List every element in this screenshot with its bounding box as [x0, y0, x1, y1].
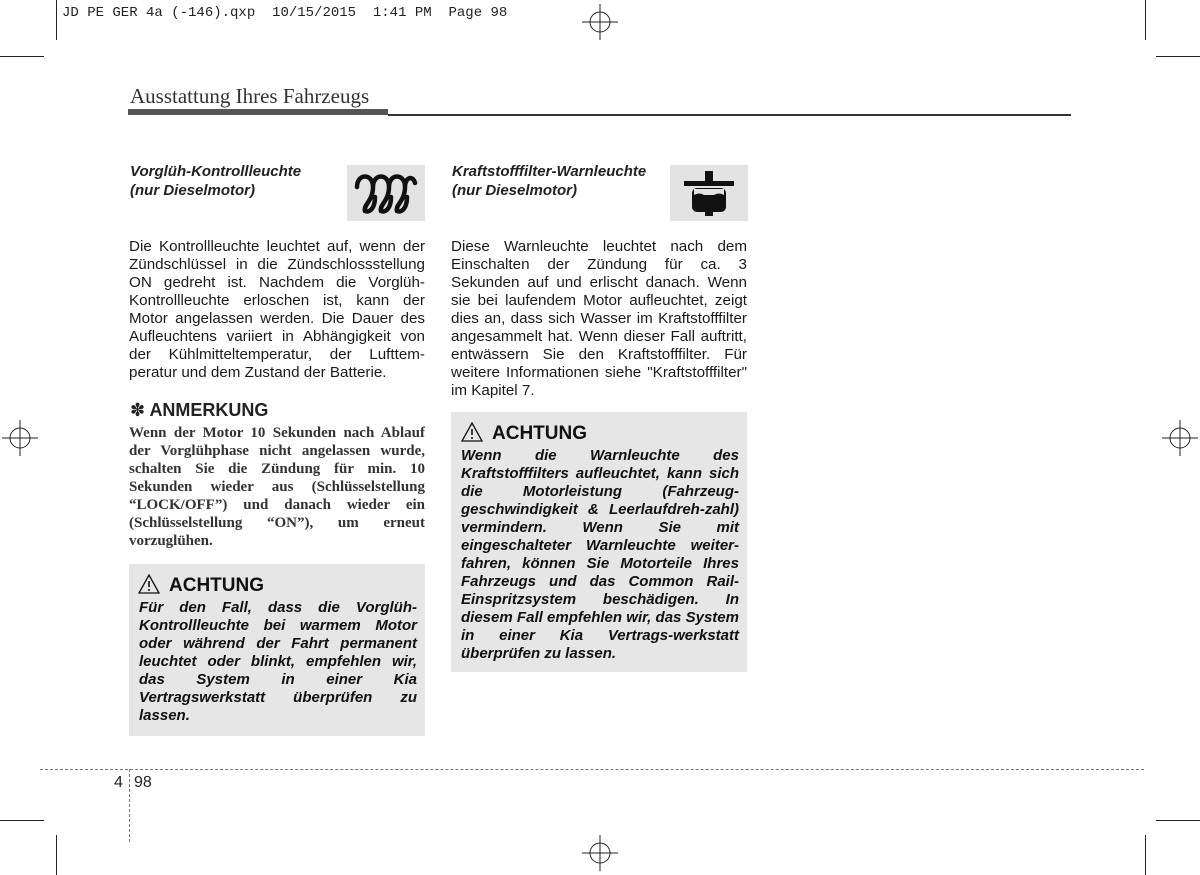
glow-plug-icon — [347, 165, 425, 221]
crop-mark — [1156, 56, 1200, 57]
warning-triangle-icon — [461, 422, 483, 442]
section-title-rule — [128, 109, 388, 115]
note-heading — [130, 400, 268, 421]
crop-mark — [56, 0, 57, 40]
note-symbol-icon: ✽ — [130, 400, 146, 420]
registration-mark-icon — [1162, 420, 1198, 456]
registration-mark-icon — [582, 835, 618, 871]
glow-lamp-icon-box — [347, 165, 425, 221]
fuel-filter-icon-box — [670, 165, 748, 221]
print-time: 1:41 PM — [372, 5, 432, 21]
crop-mark — [56, 835, 57, 875]
note-title: ANMERKUNG — [149, 400, 269, 420]
crop-mark — [1156, 820, 1200, 821]
section-title: Ausstattung Ihres Fahrzeugs — [130, 84, 370, 108]
chapter-number: 4 — [114, 774, 123, 791]
footer-divider — [129, 769, 130, 842]
section-title-rule-thin — [388, 114, 1071, 116]
print-file-name: JD PE GER 4a (-146).qxp — [62, 5, 256, 21]
page-number: 98 — [134, 774, 152, 791]
registration-mark-icon — [582, 4, 618, 40]
crop-mark — [1145, 835, 1146, 875]
note-text: Wenn der Motor 10 Sekunden nach Ablauf der Vorglühphase nicht angelassen wurde, schalten Sie die Zündung für min. 10 Sekunden wieder aus (Schlüsselstellung “LOCK/OFF”) und danach wieder ein (Schlüsselstellung “ON”), um erneut vorzuglühen. — [129, 425, 425, 549]
crop-mark — [1145, 0, 1146, 40]
fuel-filter-paragraph: Diese Warnleuchte leuchtet nach dem Einschalten der Zündung für ca. 3 Sekunden auf und erlischt danach. Wenn sie bei laufendem Motor aufleuchtet, zeigt dies an, dass sich Wasser im Kraftstofffilter angesammelt hat. Wenn dieser Fall auftritt, entwässern Sie den Kraftstofffilter. Für weitere Informationen siehe "Kraftstofffilter" im Kapitel 7. — [451, 238, 747, 399]
print-job-header — [62, 5, 507, 21]
caution-box-right — [451, 412, 747, 672]
crop-mark — [0, 56, 44, 57]
glow-lamp-heading-line2: (nur Dieselmotor) — [130, 182, 256, 199]
crop-mark — [0, 820, 44, 821]
caution-title-left: ACHTUNG — [169, 575, 264, 596]
caution-text-left: Für den Fall, dass die Vorglüh-Kontrollleuchte bei warmem Motor oder während der Fahrt permanent leuchtet oder blinkt, empfehlen wir, das System in einer Kia Vertragswerkstatt überprüfen zu lassen. — [139, 599, 417, 724]
glow-lamp-heading-line1: Vorglüh-Kontrollleuchte — [130, 163, 302, 180]
footer-rule — [40, 769, 1144, 770]
fuel-filter-heading — [452, 162, 672, 200]
fuel-filter-icon — [670, 165, 748, 221]
warning-triangle-icon — [138, 574, 160, 594]
caution-text-right: Wenn die Warnleuchte des Kraftstofffilters aufleuchtet, kann sich die Motorleistung (Fahrzeug-geschwindigkeit & Leerlaufdreh-zahl) vermindern. Wenn Sie mit eingeschalteter Warnleuchte weiter-fahren, können Sie Motorteile Ihres Fahrzeugs und das Common Rail-Einspritzsystem beschädigen. In diesem Fall empfehlen wir, das System in einer Kia Vertrags-werkstatt überprüfen zu lassen. — [461, 447, 739, 662]
caution-box-left — [129, 564, 425, 736]
registration-mark-icon — [2, 420, 38, 456]
glow-lamp-heading — [130, 162, 340, 200]
fuel-filter-heading-line1: Kraftstofffilter-Warnleuchte — [452, 163, 647, 180]
fuel-filter-heading-line2: (nur Dieselmotor) — [452, 182, 578, 199]
print-page-label: Page 98 — [448, 5, 508, 21]
caution-title-right: ACHTUNG — [492, 423, 587, 444]
glow-lamp-paragraph: Die Kontrollleuchte leuchtet auf, wenn der Zündschlüssel in die Zündschlossstellung ON gedreht ist. Nachdem die Vorglüh-Kontrollleuchte erloschen ist, kann der Motor angelassen werden. Die Dauer des Aufleuchtens variiert in Abhängigkeit von der Kühlmitteltemperatur, der Lufttem-peratur und dem Zustand der Batterie. — [129, 238, 425, 381]
print-date: 10/15/2015 — [272, 5, 357, 21]
